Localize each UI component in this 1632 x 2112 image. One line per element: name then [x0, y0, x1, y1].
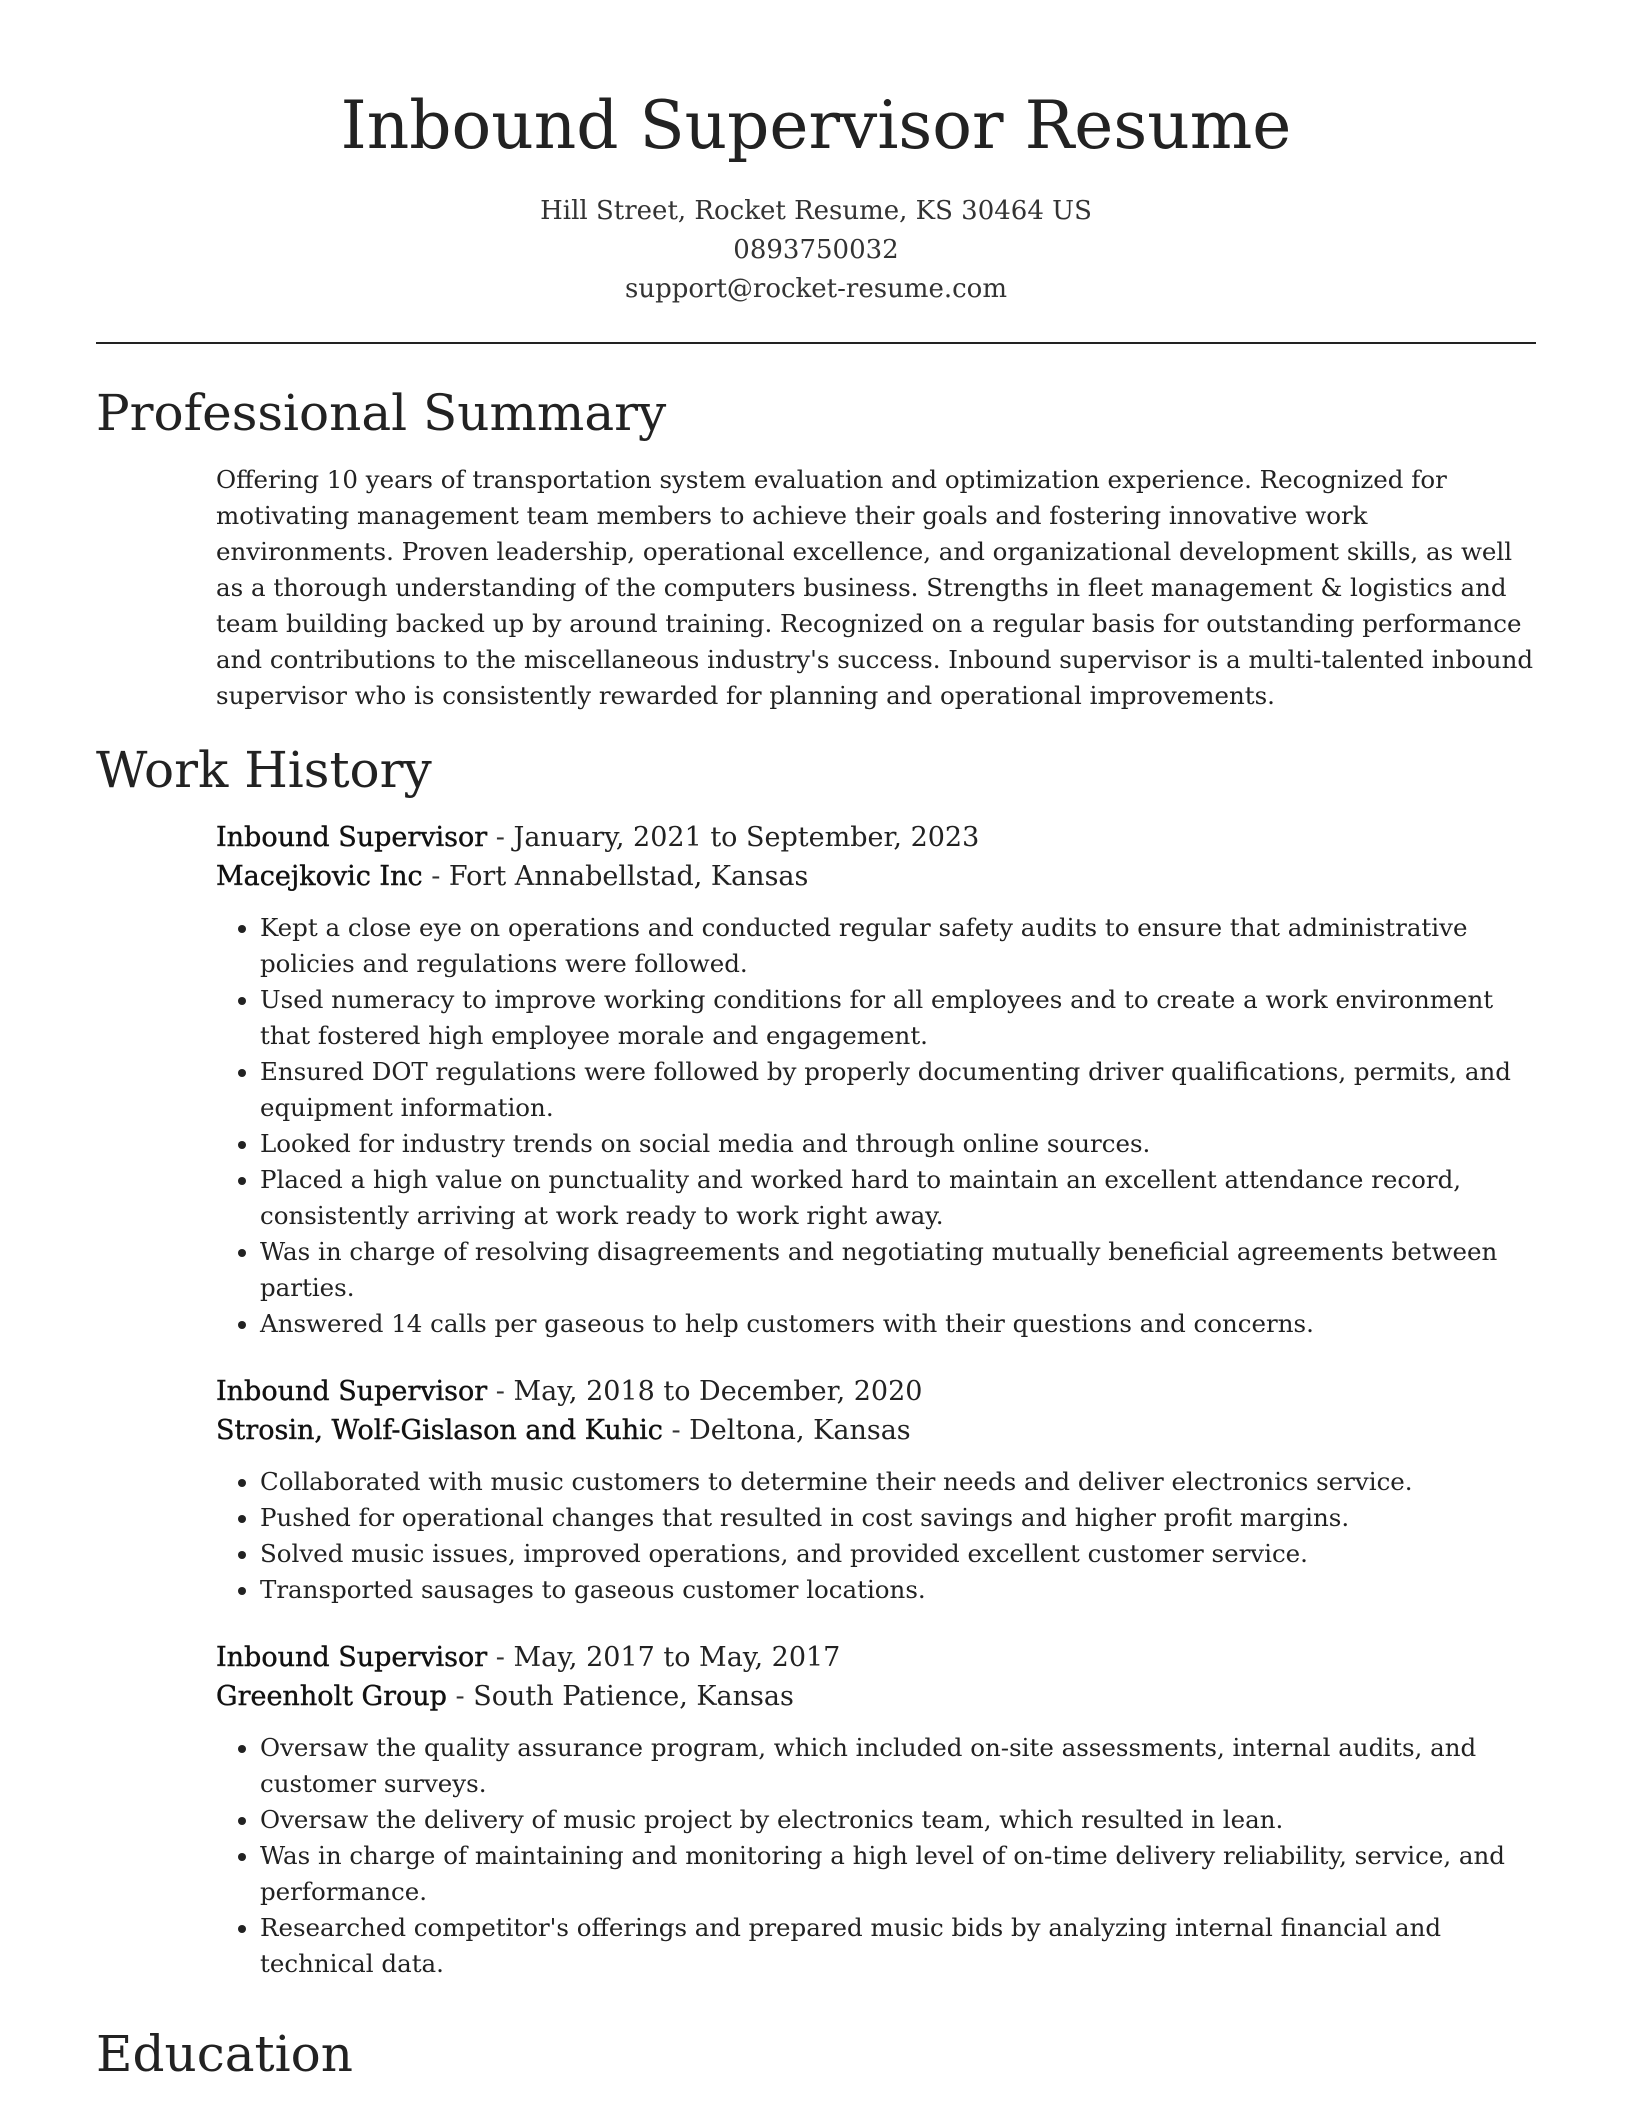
summary-section — [216, 462, 1536, 714]
job-separator: - — [662, 1415, 690, 1446]
job-duty-item: • Pushed for operational changes that resulted in cost savings and higher profit margins. — [260, 1500, 1536, 1536]
job-duties-list — [216, 910, 1536, 1342]
job-company-line — [216, 1411, 1536, 1450]
job-duty-item: • Researched competitor's offerings and prepared music bids by analyzing internal financial and technical data. — [260, 1910, 1536, 1982]
contact-block — [0, 192, 1632, 309]
job-title-line — [216, 818, 1536, 857]
job-duties-list — [216, 1464, 1536, 1608]
job-separator: - — [446, 1681, 474, 1712]
job-duty-item: • Placed a high value on punctuality and worked hard to maintain an excellent attendance record, consistently arriving at work ready to work right away. — [260, 1162, 1536, 1234]
job-title: Inbound Supervisor — [216, 822, 488, 853]
job-dates: May, 2018 to December, 2020 — [513, 1376, 923, 1407]
job-entry — [216, 1372, 1536, 1608]
job-entry — [216, 1638, 1536, 1982]
job-duty-item: • Was in charge of resolving disagreements and negotiating mutually beneficial agreements between parties. — [260, 1234, 1536, 1306]
work-history-heading: Work History — [96, 741, 432, 799]
job-duty-item: • Collaborated with music customers to determine their needs and deliver electronics service. — [260, 1464, 1536, 1500]
job-duty-item: • Solved music issues, improved operations, and provided excellent customer service. — [260, 1536, 1536, 1572]
job-separator: - — [422, 861, 449, 892]
job-duty-item: • Looked for industry trends on social media and through online sources. — [260, 1126, 1536, 1162]
job-duty-item: • Answered 14 calls per gaseous to help customers with their questions and concerns. — [260, 1306, 1536, 1342]
job-company: Strosin, Wolf-Gislason and Kuhic — [216, 1415, 663, 1446]
job-duty-item: • Used numeracy to improve working conditions for all employees and to create a work environment that fostered high employee morale and engagement. — [260, 982, 1536, 1054]
work-history-section — [216, 818, 1536, 2012]
contact-address: Hill Street, Rocket Resume, KS 30464 US — [540, 196, 1092, 226]
job-title-line — [216, 1638, 1536, 1677]
summary-text: Offering 10 years of transportation system evaluation and optimization experience. Recognized for motivating management team members to achieve their goals and fostering innovative work environments. Proven leadership, operational excellence, and organizational development skills, as well as a thorough understanding of the computers business. Strengths in fleet management & logistics and team building backed up by around training. Recognized on a regular basis for outstanding performance and contributions to the miscellaneous industry's success. Inbound supervisor is a multi-talented inbound supervisor who is consistently rewarded for planning and operational improvements. — [216, 465, 1534, 710]
header-divider — [96, 342, 1536, 344]
job-title-line — [216, 1372, 1536, 1411]
job-separator: - — [487, 822, 514, 853]
contact-phone: 0893750032 — [733, 235, 899, 265]
job-company-line — [216, 1677, 1536, 1716]
job-company-line — [216, 857, 1536, 896]
job-duty-item: • Oversaw the quality assurance program, which included on-site assessments, internal audits, and customer surveys. — [260, 1730, 1536, 1802]
summary-heading: Professional Summary — [96, 384, 667, 442]
contact-email: support@rocket-resume.com — [624, 274, 1007, 304]
job-title: Inbound Supervisor — [216, 1376, 488, 1407]
job-entry — [216, 818, 1536, 1342]
job-duty-item: • Oversaw the delivery of music project by electronics team, which resulted in lean. — [260, 1802, 1536, 1838]
job-location: Fort Annabellstad, Kansas — [448, 861, 809, 892]
job-dates: May, 2017 to May, 2017 — [513, 1642, 841, 1673]
job-separator: - — [487, 1376, 514, 1407]
job-company: Greenholt Group — [216, 1681, 447, 1712]
job-duty-item: • Kept a close eye on operations and conducted regular safety audits to ensure that administrative policies and regulations were followed. — [260, 910, 1536, 982]
job-location: Deltona, Kansas — [689, 1415, 911, 1446]
job-title: Inbound Supervisor — [216, 1642, 488, 1673]
job-company: Macejkovic Inc — [216, 861, 423, 892]
job-duty-item: • Was in charge of maintaining and monitoring a high level of on-time delivery reliability, service, and performance. — [260, 1838, 1536, 1910]
job-duty-item: • Transported sausages to gaseous customer locations. — [260, 1572, 1536, 1608]
resume-header — [0, 0, 1632, 309]
education-heading: Education — [96, 2025, 353, 2083]
job-location: South Patience, Kansas — [473, 1681, 794, 1712]
job-duty-item: • Ensured DOT regulations were followed by properly documenting driver qualifications, permits, and equipment information. — [260, 1054, 1536, 1126]
job-duties-list — [216, 1730, 1536, 1982]
job-separator: - — [487, 1642, 514, 1673]
resume-title: Inbound Supervisor Resume — [340, 87, 1292, 164]
job-dates: January, 2021 to September, 2023 — [513, 822, 980, 853]
